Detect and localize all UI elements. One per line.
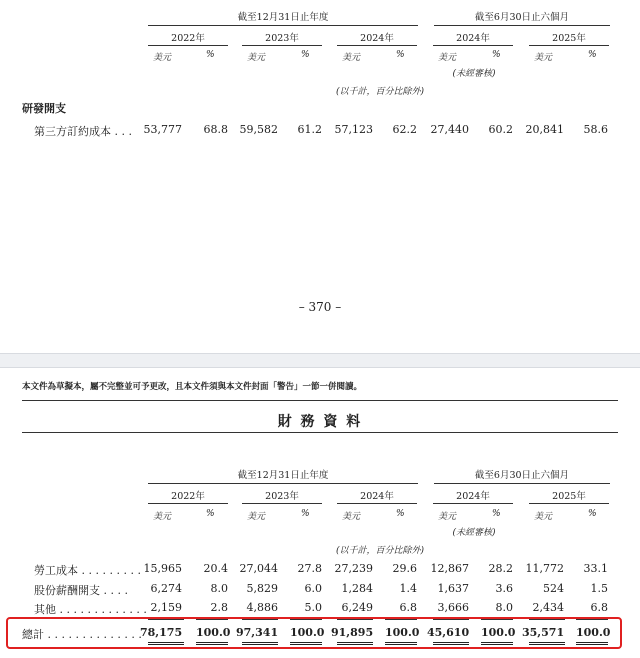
cell-value: 6.8 [590,601,608,614]
section-title: 研發開支 [22,102,66,115]
cell-value: 2,434 [532,601,564,614]
cell-value: 68.8 [203,123,228,136]
period-header: 2025年 [552,33,586,44]
cell-value: 27.8 [297,562,322,575]
period-header: 2024年 [456,33,490,44]
cell-value: 62.2 [392,123,417,136]
cell-value: 61.2 [297,123,322,136]
total-value: 100.0 [385,626,420,639]
unit-pct: % [301,509,310,519]
period-rule [148,503,228,504]
row-label: 勞工成本 . . . . . . . . . [34,564,141,577]
period-header: 2024年 [456,491,490,502]
total-value: 91,895 [331,626,374,639]
page-separator [0,353,640,368]
total-value: 100.0 [196,626,231,639]
unit-pct: % [206,50,215,60]
cell-value: 29.6 [392,562,417,575]
cell-value: 524 [543,582,564,595]
cell-value: 28.2 [488,562,513,575]
cell-value: 5,829 [246,582,278,595]
cell-value: 20.4 [203,562,228,575]
period-header: 2025年 [552,491,586,502]
section-heading: 財 務 資 料 [277,414,363,430]
year-group-header: 截至12月31日止年度 [237,470,329,481]
heading-rule-top [22,400,618,401]
total-label: 總計 . . . . . . . . . . . . . . [22,628,142,641]
half-year-group-header: 截至6月30日止六個月 [474,12,570,23]
cell-value: 3,666 [437,601,469,614]
cell-value: 2.8 [210,601,228,614]
row-label: 股份薪酬開支 . . . . [34,584,128,597]
half-group-rule [434,25,610,26]
cell-value: 11,772 [525,562,564,575]
total-row-highlight-box [6,617,622,649]
total-value: 45,610 [427,626,470,639]
cell-value: 8.0 [210,582,228,595]
cell-value: 27,440 [430,123,469,136]
page-number: – 370 – [298,300,342,314]
total-value: 100.0 [481,626,516,639]
row-label: 第三方訂約成本 . . . [34,125,132,138]
cell-value: 3.6 [495,582,513,595]
cell-value: 2,159 [150,601,182,614]
cell-value: 60.2 [488,123,513,136]
year-group-rule [148,25,418,26]
cell-value: 27,239 [334,562,373,575]
unit-usd: 美元 [153,512,172,522]
period-header: 2024年 [360,491,394,502]
period-rule [242,503,322,504]
cell-value: 1,637 [437,582,469,595]
period-header: 2022年 [171,33,205,44]
unit-usd: 美元 [342,53,361,63]
units-note: (以千計，百分比除外) [335,87,425,97]
cell-value: 59,582 [239,123,278,136]
year-group-header: 截至12月31日止年度 [237,12,329,23]
period-rule [529,45,609,46]
cell-value: 12,867 [430,562,469,575]
cell-value: 4,886 [246,601,278,614]
cell-value: 33.1 [583,562,608,575]
cell-value: 6,274 [150,582,182,595]
unit-pct: % [206,509,215,519]
cell-value: 1.4 [399,582,417,595]
unit-usd: 美元 [247,512,266,522]
cell-value: 1,284 [341,582,373,595]
year-group-rule [148,483,418,484]
draft-disclaimer: 本文件為草擬本，屬不完整並可予更改，且本文件須與本文件封面「警告」一節一併閱讀。 [22,382,363,392]
period-header: 2024年 [360,33,394,44]
period-rule [337,45,417,46]
unit-usd: 美元 [534,53,553,63]
period-header: 2022年 [171,491,205,502]
unit-usd: 美元 [247,53,266,63]
total-value: 100.0 [576,626,611,639]
cell-value: 20,841 [525,123,564,136]
unit-usd: 美元 [342,512,361,522]
period-rule [337,503,417,504]
total-value: 100.0 [290,626,325,639]
unit-pct: % [396,509,405,519]
period-header: 2023年 [265,491,299,502]
cell-value: 6,249 [341,601,373,614]
unit-pct: % [492,50,501,60]
cell-value: 53,777 [143,123,182,136]
total-value: 78,175 [140,626,183,639]
heading-rule-bottom [22,432,618,433]
unit-usd: 美元 [534,512,553,522]
unit-pct: % [492,509,501,519]
cell-value: 6.8 [399,601,417,614]
units-note: (以千計，百分比除外) [335,546,425,556]
unit-usd: 美元 [153,53,172,63]
unaudited-note: (未經審核) [452,69,496,79]
total-value: 97,341 [236,626,279,639]
cell-value: 5.0 [304,601,322,614]
period-rule [529,503,609,504]
unit-pct: % [396,50,405,60]
cell-value: 6.0 [304,582,322,595]
cell-value: 1.5 [590,582,608,595]
unit-usd: 美元 [438,512,457,522]
cell-value: 15,965 [143,562,182,575]
unit-usd: 美元 [438,53,457,63]
cell-value: 27,044 [239,562,278,575]
period-rule [433,503,513,504]
cell-value: 8.0 [495,601,513,614]
row-label: 其他 . . . . . . . . . . . . . [34,603,147,616]
unit-pct: % [588,50,597,60]
cell-value: 58.6 [583,123,608,136]
total-value: 35,571 [522,626,565,639]
period-rule [242,45,322,46]
cell-value: 57,123 [334,123,373,136]
period-rule [433,45,513,46]
unit-pct: % [588,509,597,519]
half-year-group-header: 截至6月30日止六個月 [474,470,570,481]
unit-pct: % [301,50,310,60]
period-rule [148,45,228,46]
half-group-rule [434,483,610,484]
period-header: 2023年 [265,33,299,44]
unaudited-note: (未經審核) [452,528,496,538]
